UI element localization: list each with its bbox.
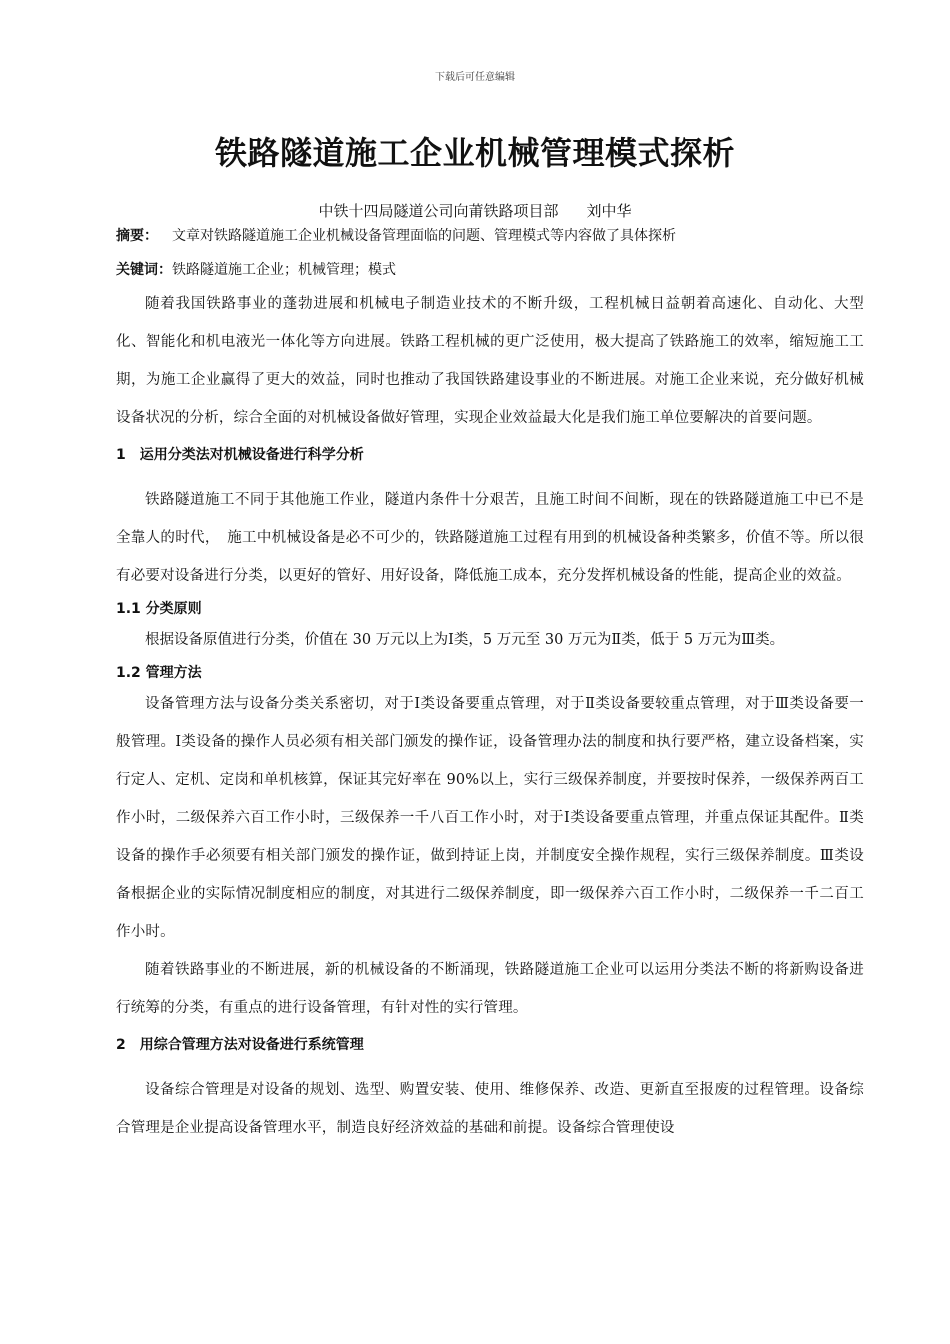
section-1-heading: 1 运用分类法对机械设备进行科学分析 [116,447,364,463]
byline-author: 刘中华 [586,202,632,220]
section-1-1-paragraph: 根据设备原值进行分类，价值在 30 万元以上为Ⅰ类，5 万元至 30 万元为Ⅱ类，低于 5 万元为Ⅲ类。 [145,632,785,648]
document-body [116,224,864,1147]
header-note: 下载后可任意编辑 [435,72,515,83]
abstract-line [116,224,864,248]
byline [0,200,950,221]
intro-paragraph: 随着我国铁路事业的蓬勃进展和机械电子制造业技术的不断升级，工程机械日益朝着高速化、自动化、大型化、智能化和机电液光一体化等方向进展。铁路工程机械的更广泛使用，极大提高了铁路施工的效率，缩短施工工期，为施工企业赢得了更大的效益，同时也推动了我国铁路建设事业的不断进展。对施工企业来说，充分做好机械设备状况的分析，综合全面的对机械设备做好管理，实现企业效益最大化是我们施工单位要解决的首要问题。 [116,296,864,426]
section-2-heading: 2 用综合管理方法对设备进行系统管理 [116,1037,364,1053]
keywords-line [116,258,864,282]
section-1-1-heading: 1.1 分类原则 [116,601,202,617]
byline-organization: 中铁十四局隧道公司向莆铁路项目部 [318,202,559,220]
abstract-label: 摘要： [116,228,158,244]
keywords-text: 铁路隧道施工企业；机械管理；模式 [172,262,396,278]
section-1-2-paragraph-1: 设备管理方法与设备分类关系密切，对于Ⅰ类设备要重点管理，对于Ⅱ类设备要较重点管理，对于Ⅲ类设备要一般管理。Ⅰ类设备的操作人员必须有相关部门颁发的操作证，设备管理办法的制度和执行要严格，建立设备档案，实行定人、定机、定岗和单机核算，保证其完好率在 90%以上，实行三级保养制度，并要按时保养，一级保养两百工作小时，二级保养六百工作小时，三级保养一千八百工作小时，对于Ⅰ类设备要重点管理，并重点保证其配件。Ⅱ类设备的操作手必须要有相关部门颁发的操作证，做到持证上岗，并制度安全操作规程，实行三级保养制度。Ⅲ类设备根据企业的实际情况制度相应的制度，对其进行二级保养制度，即一级保养六百工作小时，二级保养一千二百工作小时。 [116,696,864,940]
section-2-paragraph: 设备综合管理是对设备的规划、选型、购置安装、使用、维修保养、改造、更新直至报废的过程管理。设备综合管理是企业提高设备管理水平，制造良好经济效益的基础和前提。设备综合管理使设 [116,1082,864,1136]
section-1-paragraph: 铁路隧道施工不同于其他施工作业，隧道内条件十分艰苦，且施工时间不间断，现在的铁路隧道施工中已不是全靠人的时代， 施工中机械设备是必不可少的，铁路隧道施工过程有用到的机械设备种类繁多，价值不等。所以很有必要对设备进行分类，以更好的管好、用好设备，降低施工成本，充分发挥机械设备的性能，提高企业的效益。 [116,492,864,584]
section-1-2-heading: 1.2 管理方法 [116,665,202,681]
abstract-text: 文章对铁路隧道施工企业机械设备管理面临的问题、管理模式等内容做了具体探析 [172,228,676,244]
document-title: 铁路隧道施工企业机械管理模式探析 [214,134,735,172]
section-1-2-paragraph-2: 随着铁路事业的不断进展，新的机械设备的不断涌现，铁路隧道施工企业可以运用分类法不断的将新购设备进行统筹的分类，有重点的进行设备管理，有针对性的实行管理。 [116,962,864,1016]
keywords-label: 关键词： [116,262,172,278]
